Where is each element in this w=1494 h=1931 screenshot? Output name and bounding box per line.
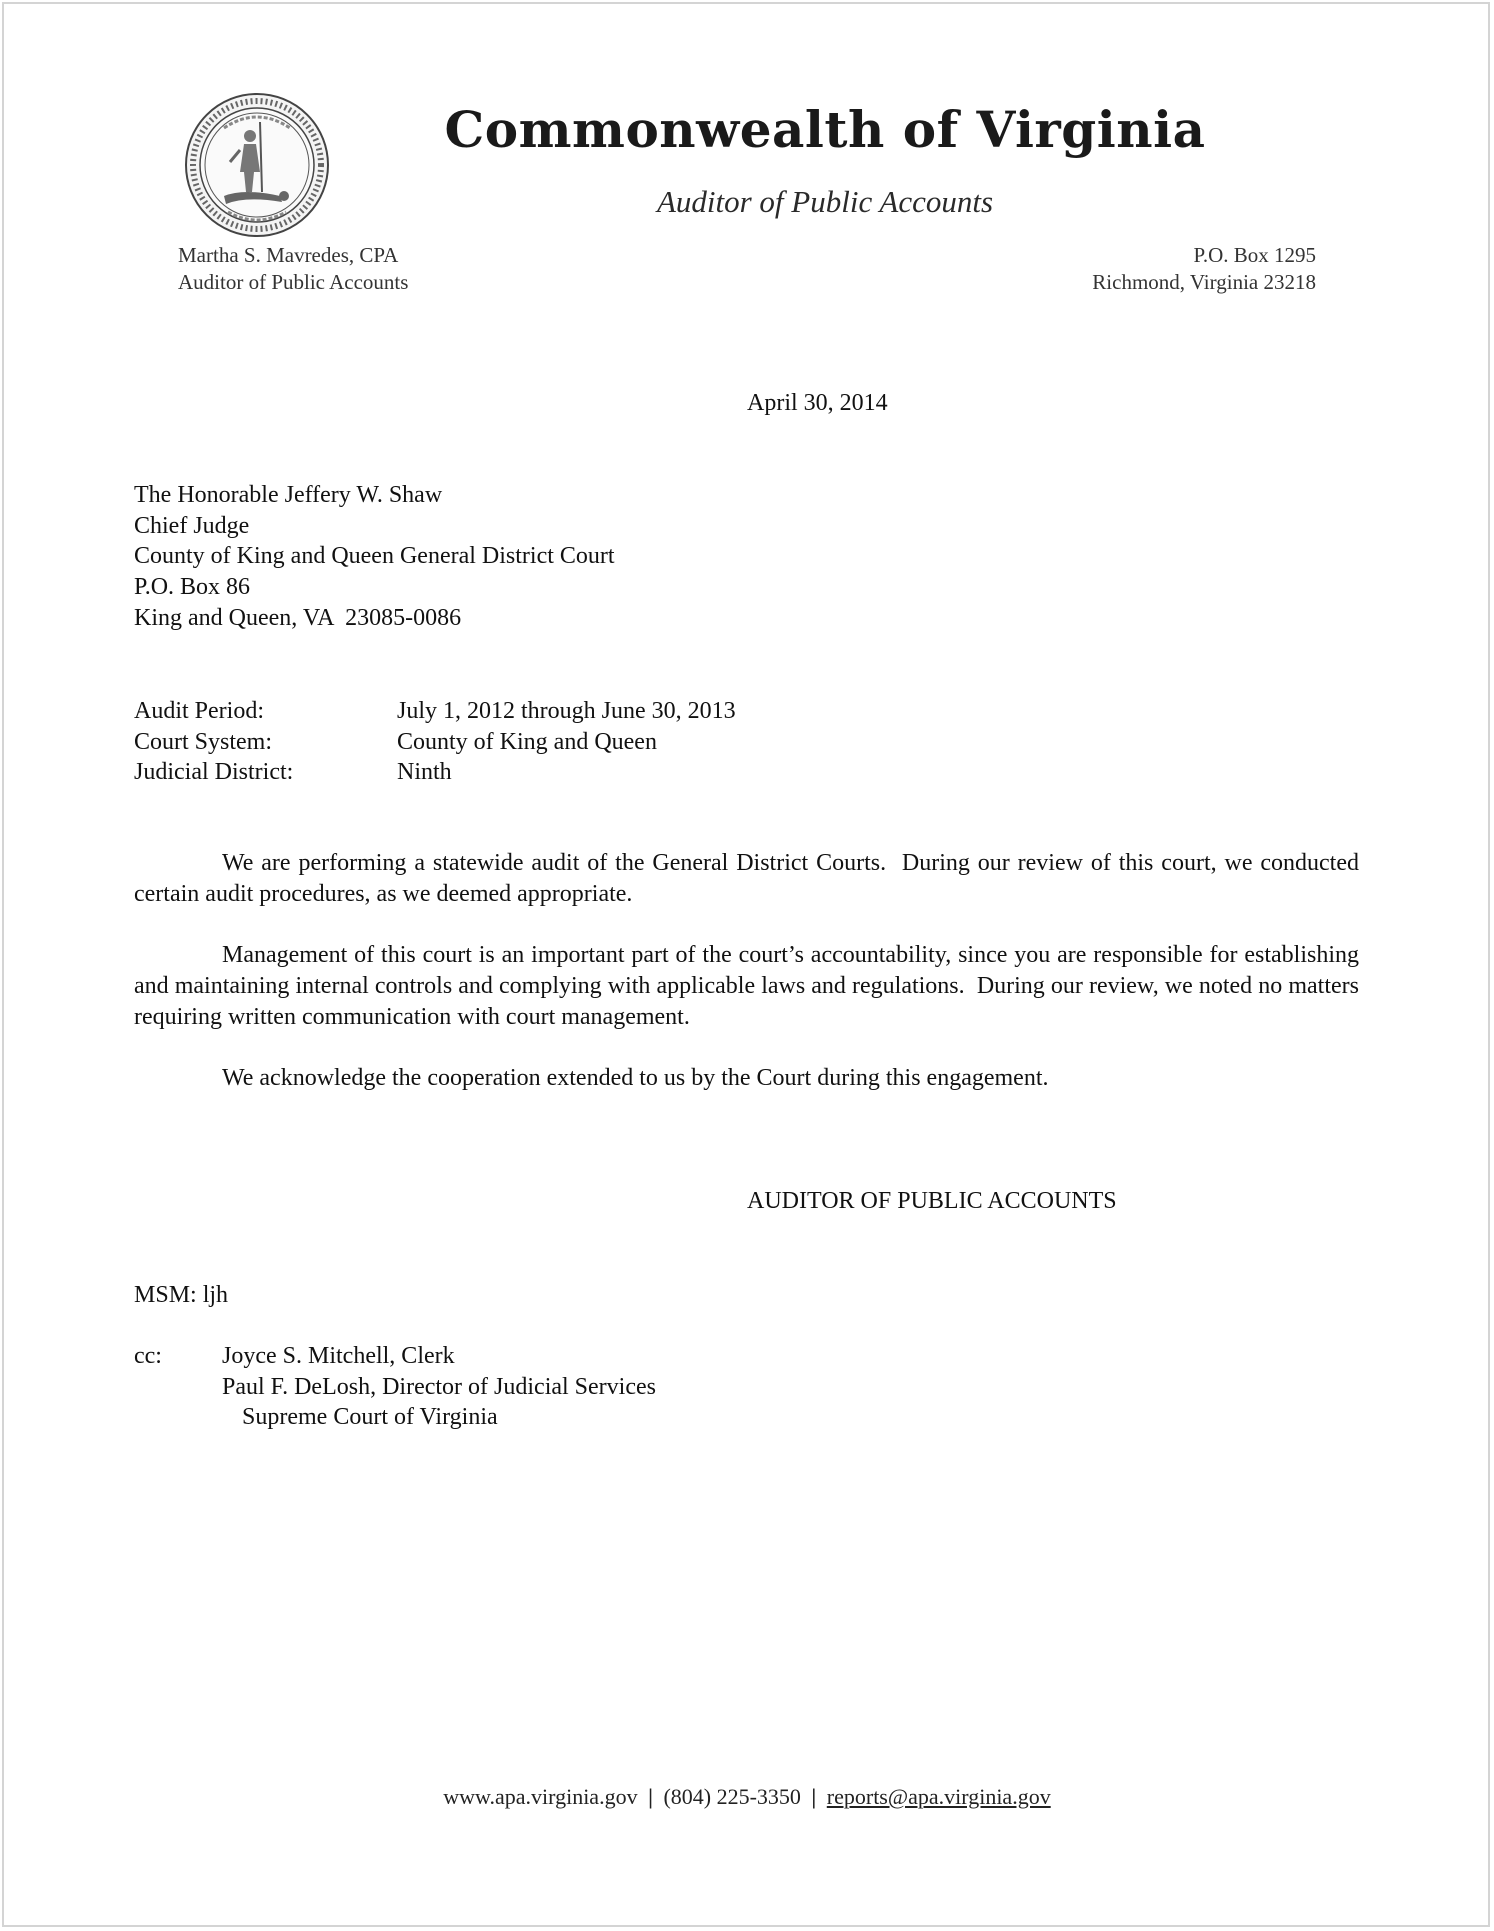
- recipient-line: The Honorable Jeffery W. Shaw: [134, 482, 443, 508]
- footer-email-link[interactable]: reports@apa.virginia.gov: [826, 1784, 1051, 1809]
- reference-initials: MSM: ljh: [134, 1282, 229, 1308]
- cc-list: [222, 1341, 656, 1433]
- cc-line: Supreme Court of Virginia: [242, 1404, 498, 1431]
- cc-label: cc:: [134, 1343, 162, 1369]
- info-label: Audit Period:: [134, 698, 264, 724]
- info-label: Court System:: [134, 728, 273, 755]
- recipient-line: P.O. Box 86: [134, 574, 251, 601]
- city-state-zip: Richmond, Virginia 23218: [1092, 270, 1316, 294]
- recipient-address: [134, 480, 615, 634]
- virginia-seal-icon: [184, 92, 330, 238]
- cc-block: [134, 1341, 656, 1433]
- info-label: Judicial District:: [134, 759, 294, 786]
- info-value: July 1, 2012 through June 30, 2013: [397, 698, 736, 724]
- signature-block: AUDITOR OF PUBLIC ACCOUNTS: [747, 1188, 1117, 1214]
- auditor-name: Martha S. Mavredes, CPA: [178, 243, 399, 267]
- body-paragraph: We are performing a statewide audit of the General District Courts. During our review of this court, we conducted certain audit procedures, as we deemed appropriate.: [134, 850, 1365, 907]
- body-paragraph: We acknowledge the cooperation extended to us by the Court during this engagement.: [222, 1064, 1049, 1091]
- po-box: P.O. Box 1295: [1193, 243, 1316, 267]
- body-paragraph: Management of this court is an important part of the court’s accountability, since you are responsible for establishing and maintaining internal controls and complying with applicable laws and regulations. During our review, we noted no matters requiring written communication with court management.: [134, 942, 1365, 1030]
- letter-body: [134, 848, 1365, 1124]
- footer-contact: [0, 1784, 1494, 1810]
- info-value: Ninth: [397, 759, 452, 786]
- footer-website[interactable]: www.apa.virginia.gov: [443, 1784, 638, 1809]
- audit-info-row: [134, 727, 736, 758]
- letter-date: April 30, 2014: [747, 390, 888, 416]
- info-value: County of King and Queen: [397, 728, 657, 755]
- cc-line: Joyce S. Mitchell, Clerk: [222, 1343, 455, 1369]
- recipient-line: County of King and Queen General District Court: [134, 543, 615, 570]
- mailing-address-block: [1092, 242, 1316, 296]
- recipient-line: Chief Judge: [134, 512, 250, 539]
- recipient-line: King and Queen, VA 23085-0086: [134, 604, 462, 631]
- letterhead-subtitle: Auditor of Public Accounts: [656, 184, 994, 219]
- audit-info-row: [134, 696, 736, 727]
- audit-info: [134, 696, 736, 788]
- letterhead-title: Commonwealth of Virginia: [444, 100, 1206, 159]
- cc-line: Paul F. DeLosh, Director of Judicial Services: [222, 1373, 656, 1400]
- audit-info-row: [134, 757, 736, 788]
- footer-phone: (804) 225-3350: [663, 1784, 801, 1809]
- footer-separator: |: [648, 1784, 653, 1809]
- footer-separator: |: [811, 1784, 817, 1809]
- auditor-title: Auditor of Public Accounts: [178, 270, 409, 294]
- auditor-block: [178, 242, 408, 296]
